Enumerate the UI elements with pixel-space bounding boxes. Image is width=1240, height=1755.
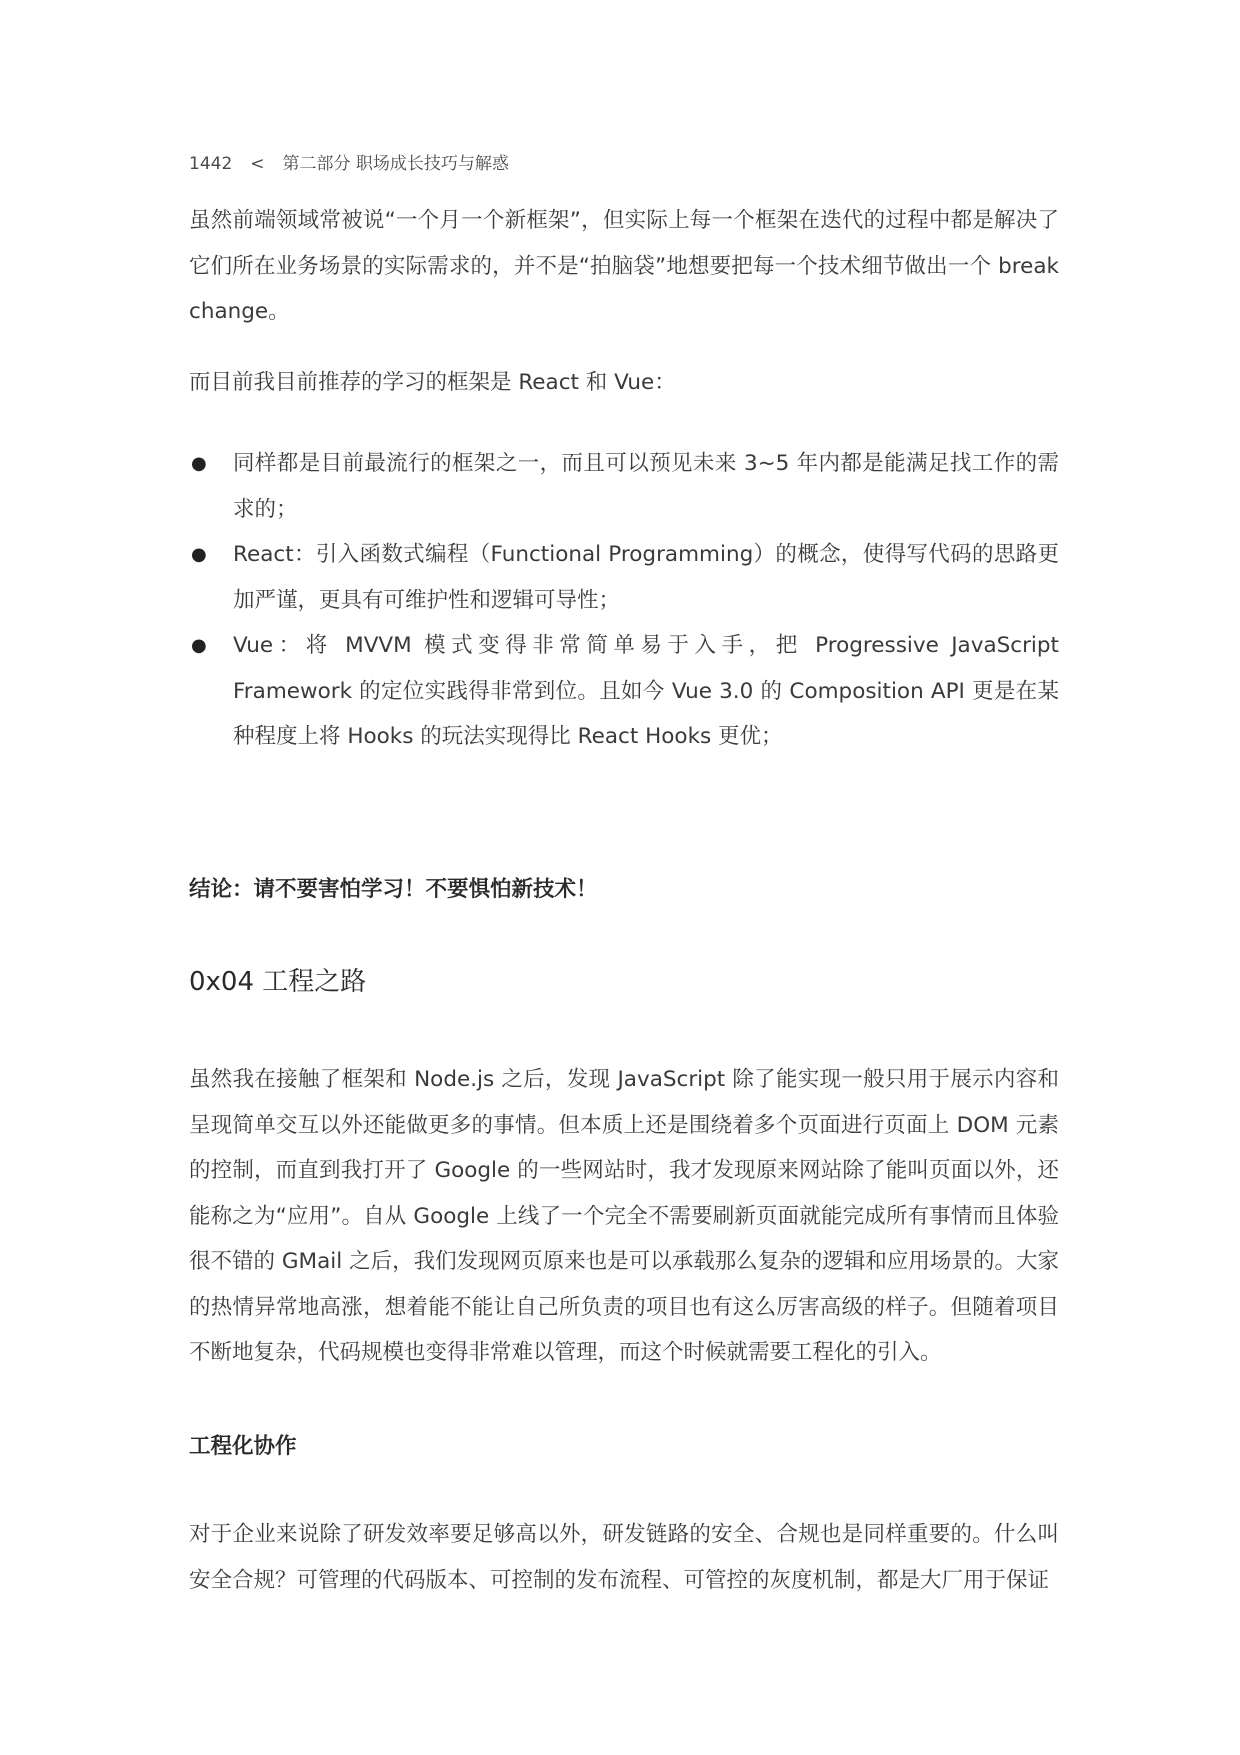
bullet-text: 同样都是目前最流行的框架之一，而且可以预见未来 3~5 年内都是能满足找工作的需求的； — [233, 451, 1059, 522]
bullet-text: React：引入函数式编程（Functional Programming）的概念，使得写代码的思路更加严谨，更具有可维护性和逻辑可导性； — [233, 542, 1059, 613]
running-header — [189, 152, 509, 176]
bullet-item — [189, 532, 1059, 623]
framework-bullet-list — [189, 441, 1059, 760]
subsection-heading: 工程化协作 — [189, 1434, 297, 1459]
collab-paragraph: 对于企业来说除了研发效率要足够高以外，研发链路的安全、合规也是同样重要的。什么叫安全合规？可管理的代码版本、可控制的发布流程、可管控的灰度机制，都是大厂用于保证 — [189, 1522, 1059, 1593]
conclusion: 结论：请不要害怕学习！不要惧怕新技术！ — [189, 877, 598, 902]
header-separator: < — [250, 154, 265, 174]
bullet-dot-icon: ● — [191, 453, 207, 474]
bullet-item — [189, 623, 1059, 760]
bullet-item — [189, 441, 1059, 532]
bullet-dot-icon: ● — [191, 544, 207, 565]
section-heading: 0x04 工程之路 — [189, 967, 367, 997]
section-title: 第二部分 职场成长技巧与解惑 — [282, 154, 509, 174]
recommend-paragraph: 而目前我目前推荐的学习的框架是 React 和 Vue： — [189, 370, 676, 395]
document-page — [189, 0, 1059, 1755]
page-number: 1442 — [189, 154, 233, 174]
bullet-text: Vue：将 MVVM 模式变得非常简单易于入手，把 Progressive JavaScript Framework 的定位实践得非常到位。且如今 Vue 3.0 的 Composition API 更是在某种程度上将 Hooks 的玩法实现得比 React Hooks 更优； — [233, 633, 1059, 749]
intro-paragraph: 虽然前端领域常被说“一个月一个新框架”，但实际上每一个框架在迭代的过程中都是解决了它们所在业务场景的实际需求的，并不是“拍脑袋”地想要把每一个技术细节做出一个 break change。 — [189, 208, 1059, 324]
engineering-paragraph: 虽然我在接触了框架和 Node.js 之后，发现 JavaScript 除了能实现一般只用于展示内容和呈现简单交互以外还能做更多的事情。但本质上还是围绕着多个页面进行页面上 DOM 元素的控制，而直到我打开了 Google 的一些网站时，我才发现原来网站除了能叫页面以外，还能称之为“应用”。自从 Google 上线了一个完全不需要刷新页面就能完成所有事情而且体验很不错的 GMail 之后，我们发现网页原来也是可以承载那么复杂的逻辑和应用场景的。大家的热情异常地高涨，想着能不能让自己所负责的项目也有这么厉害高级的样子。但随着项目不断地复杂，代码规模也变得非常难以管理，而这个时候就需要工程化的引入。 — [189, 1067, 1059, 1365]
bullet-dot-icon: ● — [191, 635, 207, 656]
